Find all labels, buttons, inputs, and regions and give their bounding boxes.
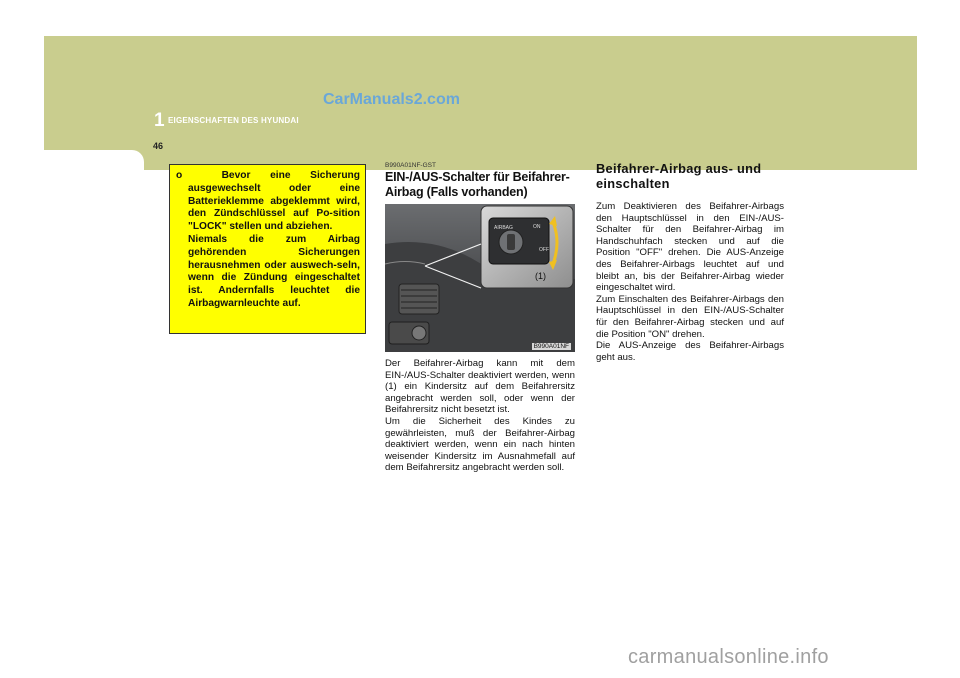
switch-label-airbag: AIRBAG	[494, 225, 513, 231]
section-heading: Beifahrer-Airbag aus- und einschalten	[596, 161, 762, 191]
section-airbag-toggle	[596, 162, 784, 363]
switch-label-on: ON	[533, 224, 541, 230]
warning-line-2: Niemals die zum Airbag gehörenden Sicherungen herausnehmen oder auswech-seln, wenn die Zündung eingeschaltet ist. Andernfalls leuchtet die Airbagwarnleuchte auf.	[188, 233, 360, 309]
callout-label: (1)	[535, 271, 546, 281]
section-code: B990A01NF-GST	[385, 162, 436, 169]
chapter-header-band	[44, 36, 917, 150]
paragraph: Der Beifahrer-Airbag kann mit dem EIN-/AUS-Schalter deaktiviert werden, wenn (1) ein Kindersitz auf dem Beifahrersitz angebracht werden soll, oder wenn der Beifahrersitz nicht besetzt ist.	[385, 358, 575, 416]
paragraph: Zum Einschalten des Beifahrer-Airbags den Hauptschlüssel in den EIN-/AUS-Schalter für den Beifahrer-Airbag stecken und auf die Position "ON" drehen.	[596, 293, 784, 340]
footer-watermark[interactable]: carmanualsonline.info	[628, 646, 829, 668]
chapter-title: EIGENSCHAFTEN DES HYUNDAI	[168, 116, 299, 125]
photo-caption: B990A01NF	[533, 343, 569, 350]
switch-label-off: OFF	[539, 247, 549, 253]
warning-bullet: o	[176, 170, 183, 181]
paragraph: Um die Sicherheit des Kindes zu gewährleisten, muß der Beifahrer-Airbag deaktiviert werden, wenn ein nach hinten weisender Kindersitz im Ausnahmefall auf dem Beifahrersitz angebracht werden soll.	[385, 415, 575, 474]
paragraph: Die AUS-Anzeige des Beifahrer-Airbags geht aus.	[596, 340, 784, 363]
section-body	[385, 358, 575, 474]
section-airbag-switch	[385, 162, 575, 474]
chapter-number: 1	[154, 110, 165, 131]
warning-text	[176, 170, 360, 311]
watermark-link[interactable]: CarManuals2.com	[323, 91, 460, 108]
section-heading: EIN-/AUS-Schalter für Beifahrer-Airbag (Falls vorhanden)	[385, 170, 570, 199]
page-number-notch	[44, 150, 144, 170]
section-body	[596, 201, 784, 363]
paragraph: Zum Deaktivieren des Beifahrer-Airbags den Hauptschlüssel in den EIN-/AUS-Schalter für den Beifahrer-Airbag im Handschuhfach stecken und auf die Position "OFF" drehen. Die AUS-Anzeige des Beifahrer-Airbags leuchtet auf und bleibt an, bis der Beifahrer-Airbag wieder eingeschaltet wird.	[596, 201, 784, 294]
airbag-switch-photo	[385, 204, 575, 352]
page-number: 46	[153, 141, 164, 151]
warning-line-1: Bevor eine Sicherung ausgewechselt oder eine Batterieklemme abgeklemmt wird, den Zündschlüssel auf Po-sition "LOCK" stellen und abziehen.	[188, 170, 360, 233]
dashboard-illustration	[385, 204, 575, 352]
warning-box	[169, 164, 366, 334]
